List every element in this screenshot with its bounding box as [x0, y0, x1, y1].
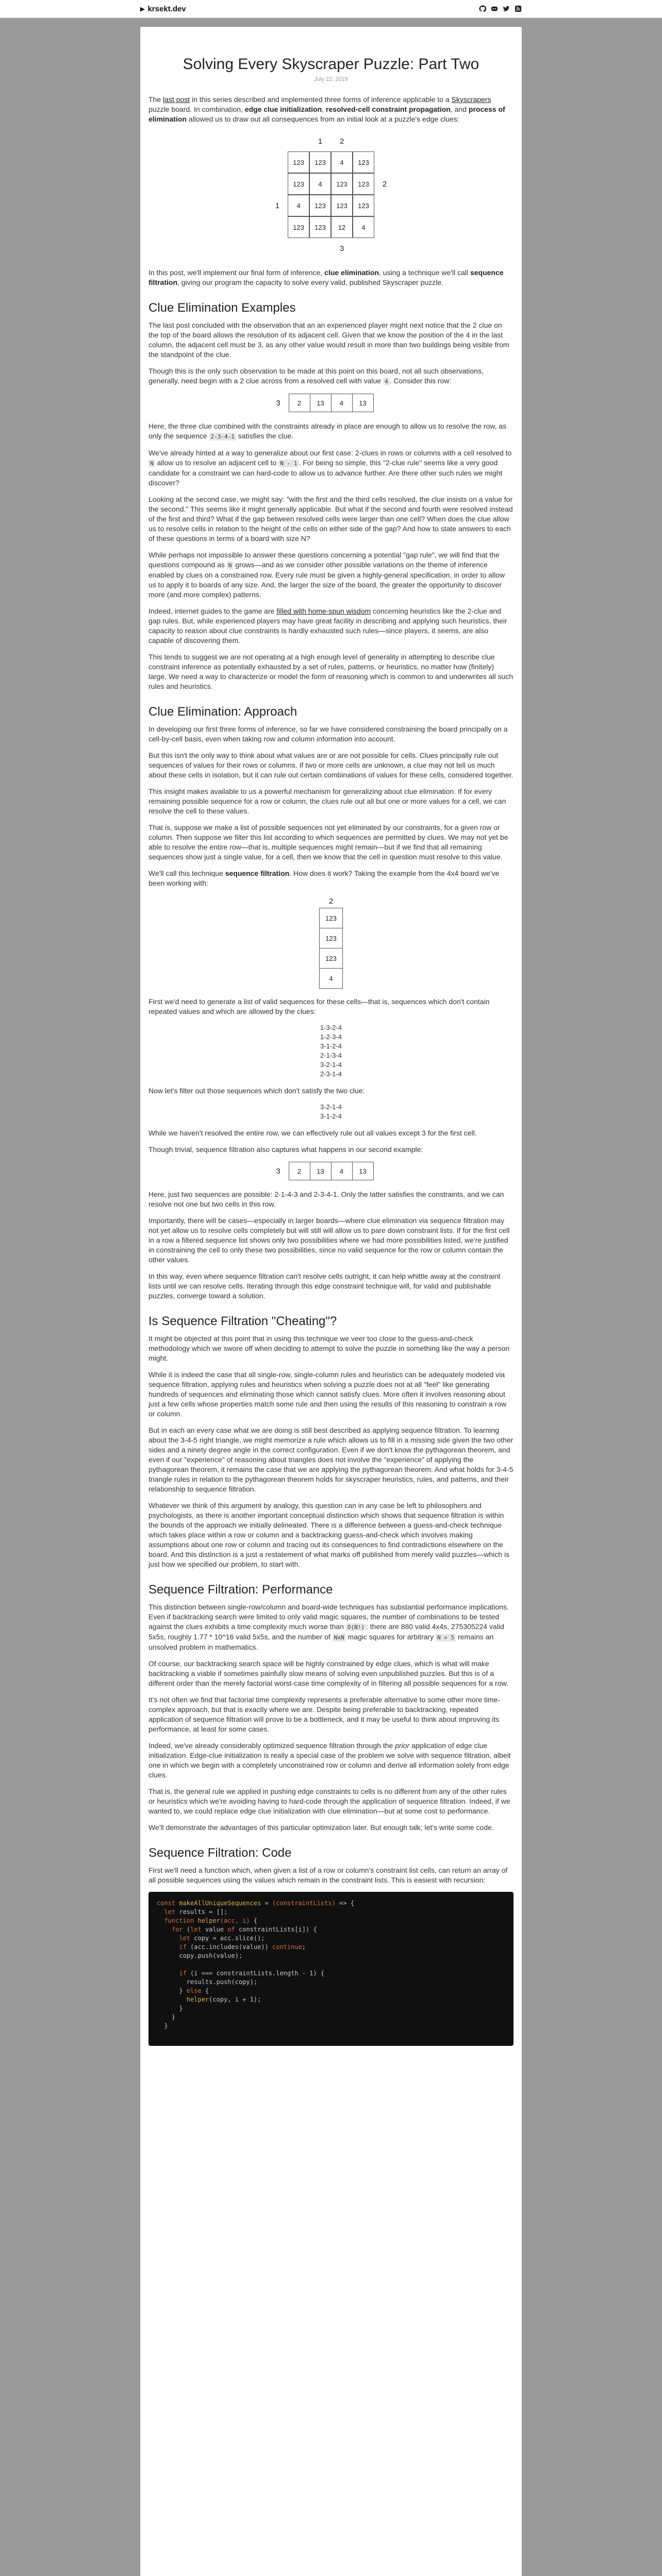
- row-puzzle-example-2: [148, 1162, 514, 1180]
- sequence-item: 3-1-2-4: [320, 1042, 342, 1050]
- board-cell: 123: [353, 151, 374, 173]
- brand-arrow-icon: ▶: [140, 6, 145, 12]
- cheating-paragraph-3: But in each an every case what we are doing is still best described as applying sequence filtration. To learning about the 3-4-5 right triangle, we might memorize a rule which allows us to fill in a missing side given the two other sides and a ninety degree angle in the correct configuration. Even if we don't know the pythagorean theorem, and even if our "experience" of reasoning about triangles does not involve the "experience" of applying the pythagorean theorem, it remains the case that we are applying the pythagorean theorem. And what holds for 3-4-5 triangle rules in relation to the pythagorean theorem holds for skyscraper heuristics, rules, and patterns, and their relationship to sequence filtration.: [148, 1426, 514, 1493]
- board-cell: 123: [353, 195, 374, 216]
- approach-paragraph-4: That is, suppose we make a list of possible sequences not yet eliminated by our constraints, for a given row or column. Then suppose we filter this list according to which sequences are permitted by clues. We may not yet be able to resolve the entire row—that is, multiple sequences might remain—but if we find that all remaining sequences show just a single value, for a cell, then we know that the cell in question must resolve to this value.: [148, 823, 508, 861]
- approach-paragraph-8: While we haven't resolved the entire row, we can effectively rule out all values except 3 for the first cell.: [148, 1129, 477, 1137]
- code-block[interactable]: [148, 1892, 514, 2046]
- row-cell: 13: [310, 1162, 332, 1180]
- heading-code: Sequence Filtration: Code: [148, 1846, 292, 1860]
- column-cell: 123: [319, 948, 343, 969]
- bottom-clue: [309, 238, 331, 259]
- board-cell: 4: [288, 195, 309, 216]
- site-name: krsekt.dev: [147, 4, 186, 13]
- board-cell: 123: [309, 151, 331, 173]
- approach-paragraph-9: Though trivial, sequence filtration also captures what happens in our second example:: [148, 1145, 423, 1154]
- clue-elim-paragraph-6: While perhaps not impossible to answer these questions concerning a potential "gap rule", we will find that the questions compound as N grows—and as we consider other possible variations on the theme of inference enabled by clues on a constrained row. Every rule must be given a highly-general specification, in order to allow us to apply it to boards of any size. And, the larger the size of the board, the greater the opportunity to discover more (and more complex) patterns.: [148, 551, 505, 599]
- approach-paragraph-3: This insight makes available to us a powerful mechanism for generalizing about clue elimination. If for every remaining possible sequence for a row or column, the clues rule out all but one or more values for a cell, we can resolve the cell to these values.: [148, 787, 506, 815]
- code-line: }: [157, 2005, 183, 2012]
- clue-elim-paragraph-5: Looking at the second case, we might say: "with the first and the third cells resolved, the clue insists on a value for the second." This seems like it might generally applicable. But what if the second and fourth were resolved instead of the first and third? What if the gap between resolved cells were larger than one cell? When does the clue allow us to resolve cells in relation to the height of the cells on either side of the gap? And how to state answers to each of these questions in terms of a board with size N?: [148, 495, 513, 543]
- board-cell: 123: [288, 173, 309, 195]
- perf-paragraph-4: Indeed, we've already considerably optimized sequence filtration through the prior application of edge clue initialization. Edge-clue initialization is really a special case of the problem we solve with sequence filtration, albeit one in which we begin with a completely unconstrained row or column and derive all information solely from edge clues.: [148, 1741, 511, 1779]
- sequence-item: 2-1-3-4: [320, 1052, 342, 1059]
- bottom-clue: [288, 238, 309, 259]
- row-cell: 4: [331, 394, 353, 412]
- row-left-clue: 3: [276, 1166, 280, 1176]
- code-line: helper(copy, i + 1);: [186, 1996, 261, 2003]
- sequence-item: 3-2-1-4: [320, 1103, 342, 1111]
- sequence-list-all: [148, 1023, 514, 1079]
- left-clue: [267, 173, 288, 195]
- code-line: let results = [];: [164, 1908, 228, 1916]
- top-clue: [353, 131, 374, 151]
- column-puzzle-example: [148, 895, 514, 989]
- sequence-list-filtered: [148, 1103, 514, 1121]
- perf-paragraph-5: That is, the general rule we applied in pushing edge constraints to cells is no different from any of the other rules or heuristics which we're avoiding having to hard-code through the application of sequence filtration. Indeed, if we wanted to, we could replace edge clue initialization with clue elimination—but at some cost to performance.: [148, 1787, 510, 1815]
- board-cell: 123: [288, 216, 309, 238]
- row-cell: 13: [310, 394, 332, 412]
- board-cell: 123: [353, 173, 374, 195]
- board-cell: 12: [331, 216, 353, 238]
- intro-paragraph-2: In this post, we'll implement our final form of inference, clue elimination, using a technique we'll call sequence filtration, giving our program the capacity to solve every valid, published Skyscraper puzzle.: [148, 268, 504, 286]
- code-line: function helper(acc, i) {: [164, 1917, 258, 1924]
- code-line: } else {: [157, 1987, 209, 1994]
- puzzle-board-4x4: [148, 131, 514, 259]
- right-clue: [374, 216, 395, 238]
- top-clue: [288, 131, 309, 151]
- home-spun-wisdom-link[interactable]: filled with home-spun wisdom: [276, 607, 371, 615]
- left-clue: [267, 151, 288, 173]
- approach-paragraph-5: We'll call this technique sequence filtration. How does it work? Taking the example from the 4x4 board we've been working with:: [148, 869, 500, 887]
- github-icon[interactable]: [479, 5, 486, 12]
- sequence-item: 2-3-1-4: [320, 1070, 342, 1078]
- intro-paragraph-1: The last post in this series described and implemented three forms of inference applicable to a Skyscrapers puzzle board. In combination, edge clue initialization, resolved-cell constraint propagation, and process of elimination allowed us to draw out all consequences from an initial look at a puzzle's edge clues:: [148, 95, 505, 123]
- approach-paragraph-1: In developing our first three forms of inference, so far we have considered constraining the board principally on a cell-by-cell basis, even when taking row and column information into account.: [148, 725, 508, 743]
- left-clue: 1: [275, 201, 280, 210]
- column-cell: 123: [319, 908, 343, 928]
- code-line: [157, 1960, 505, 1969]
- column-cell: 123: [319, 928, 343, 948]
- right-clue: 2: [382, 179, 387, 189]
- code-line: results.push(copy);: [157, 1978, 258, 1986]
- code-line: }: [157, 2013, 176, 2021]
- board-cell: 4: [353, 216, 374, 238]
- heading-performance: Sequence Filtration: Performance: [148, 1583, 333, 1597]
- clue-elim-paragraph-7: Indeed, internet guides to the game are filled with home-spun wisdom concerning heuristics like the 2-clue and gap rules. But, while experienced players may have great facility in describing and applying such heuristics, their capacity to reason about clue constraints is hardly exhausted such rules—since players, it seems, are also capable of discovering them.: [148, 607, 507, 645]
- cheating-paragraph-2: While it is indeed the case that all single-row, single-column rules and heuristics can be adequately modeled via sequence filtration, applying rules and heuristics when solving a puzzle does not at all "feel" like generating hundreds of sequences and eliminating those which cannot satisfy clues. More often it involves reasoning about just a few cells whose properties match some rule and then using the results of this reasoning to constrain a row or column.: [148, 1370, 507, 1418]
- cheating-paragraph-4: Whatever we think of this argument by analogy, this question can in any case be left to philosophers and psychologists, as there is another important conceptual distinction which shows that sequence filtration is within the bounds of the approach we initially delineated. There is a difference between a guess-and-check technique which takes place within a row or column and a backtracking guess-and-check which involves making assumptions about one row or column and tracing out its consequences to find contradictions elsewhere on the board. And this distinction is a just a restatement of what marks off published from merely valid puzzles—which is just how we specified our problem, to start with.: [148, 1501, 510, 1568]
- approach-paragraph-11: Importantly, there will be cases—especially in larger boards—where clue elimination via sequence filtration may not yet allow us to resolve cells completely but will still will allow us to pare down constraint lists. If for the first cell in a row a filtered sequence list shows only two possibilities where we had more possibilities listed, we're justified in constraining the cell to only these two possibilities, since no valid sequence for the row or column contain the other values.: [148, 1216, 510, 1264]
- perf-paragraph-1: This distinction between single-row/column and board-wide techniques has substantial performance implications. Even if backtracking search were limited to only valid magic squares, the number of combinations to be tested against the clues exhibits a time complexity much worse than O(N!) : there are 880 valid 4x4s, 275305224 valid 5x5s, roughly 1.77 * 10^16 valid 5x5s, and the number of NxN magic squares for arbitrary N > 5 remains an unsolved problem in mathematics.: [148, 1603, 509, 1651]
- right-clue: [374, 151, 395, 173]
- row-cell: 13: [352, 1162, 374, 1180]
- code-line: for (let value of constraintLists[i]) {: [171, 1926, 317, 1933]
- top-navigation-bar: [0, 0, 662, 18]
- board-cell: 123: [288, 151, 309, 173]
- inline-link[interactable]: last post: [163, 95, 190, 104]
- board-cell: 4: [309, 173, 331, 195]
- social-links: [479, 5, 522, 12]
- heading-cheating: Is Sequence Filtration "Cheating"?: [148, 1314, 337, 1328]
- rss-icon[interactable]: [515, 5, 522, 12]
- approach-paragraph-12: In this way, even where sequence filtration can't resolve cells outright, it can help whittle away at the constraint lists until we can resolve cells. Iterating through this edge constraint technique will, for valid and publishable puzzles, converge toward a solution.: [148, 1272, 501, 1300]
- post-title: Solving Every Skyscraper Puzzle: Part Two: [183, 56, 479, 73]
- board-cell: 123: [331, 173, 353, 195]
- top-clue: 1: [318, 137, 323, 146]
- approach-paragraph-2: But this isn't the only way to think about what values are or are not possible for cells. Clues principally rule out sequences of values for their rows or columns. If two or more cells are unknown, a clue may not tell us much about these cells in isolation, but it can rule out certain combinations of values for these cells, considered together.: [148, 751, 514, 779]
- sequence-item: 1-2-3-4: [320, 1033, 342, 1041]
- column-top-clue: 2: [328, 897, 334, 906]
- sequence-item: 3-2-1-4: [320, 1061, 342, 1069]
- cheating-paragraph-1: It might be objected at this point that in using this technique we veer too close to the guess-and-check methodology which we swore off when deciding to attempt to solve the puzzle in something like the way a person might.: [148, 1334, 510, 1362]
- heading-clue-elimination-examples: Clue Elimination Examples: [148, 301, 296, 315]
- row-puzzle-example: [148, 394, 514, 412]
- perf-paragraph-3: It's not often we find that factorial time complexity represents a preferable alternative to some other more time-complex approach, but that is exactly where we are. Despite being preferable to backtracking, repeated application of sequence filtration will prove to be a bottleneck, and it may be useful to think about improving its performance, at least for some cases.: [148, 1696, 500, 1733]
- row-cell: 4: [331, 1162, 353, 1180]
- code-line: if (i === constraintLists.length - 1) {: [179, 1970, 325, 1977]
- article-page: [140, 27, 522, 2576]
- bottom-clue: [353, 238, 374, 259]
- column-cell: 4: [319, 968, 343, 989]
- row-cell: 13: [352, 394, 374, 412]
- discord-icon[interactable]: [491, 5, 498, 12]
- clue-elim-paragraph-1: The last post concluded with the observation that an an experienced player might next notice that the 2 clue on the top of the board allows the resolution of its adjacent cell. Given that we know the position of the 4 in the last column, the adjacent cell must be 3, as any other value would result in more than two buildings being visible from the standpoint of the clue.: [148, 321, 509, 359]
- clue-elim-paragraph-2: Though this is the only such observation to be made at this point on this board, not all such observations, generally, need begin with a 2 clue across from a resolved cell with value 4 . Consider this row:: [148, 367, 484, 385]
- left-clue: [267, 216, 288, 238]
- board-cell: 4: [331, 151, 353, 173]
- sequence-item: 1-3-2-4: [320, 1024, 342, 1031]
- code-line: let copy = acc.slice();: [179, 1935, 265, 1942]
- clue-elim-paragraph-4: We've already hinted at a way to generalize about our first case: 2-clues in rows or columns with a cell resolved to N allow us to resolve an adjacent cell to N - 1 . For being so simple, this "2-clue rule" seems like a very good candidate for a constraint we can hard-code to allow us to advance further. Are there other such rules we might discover?: [148, 449, 512, 487]
- board-cell: 123: [331, 195, 353, 216]
- row-left-clue: 3: [276, 398, 280, 408]
- top-clue: 2: [339, 137, 344, 146]
- row-cell: 2: [289, 394, 310, 412]
- code-line: if (acc.includes(value)) continue;: [179, 1943, 306, 1951]
- row-cell: 2: [289, 1162, 310, 1180]
- sequence-item: 3-1-2-4: [320, 1112, 342, 1120]
- code-paragraph-1: First we'll need a function which, when given a list of a row or column's constraint list cells, can return an array of all possible sequences using the values which remain in the constraint lists. This is easiest with recursion:: [148, 1866, 508, 1884]
- board-cell: 123: [309, 195, 331, 216]
- inline-link[interactable]: Skyscrapers: [451, 95, 491, 104]
- post-date: July 22, 2019: [314, 76, 348, 82]
- heading-approach: Clue Elimination: Approach: [148, 705, 297, 719]
- right-clue: [374, 195, 395, 216]
- approach-paragraph-7: Now let's filter out those sequences which don't satisfy the two clue:: [148, 1087, 365, 1095]
- clue-elim-paragraph-8: This tends to suggest we are not operating at a high enough level of generality in attempting to describe clue constraint inference as potentially exhausted by a set of rules, patterns, or heuristics, no matter how (finitely) large. We need a way to characterize or model the form of reasoning which is common to and underwrites all such rules and heuristics.: [148, 653, 514, 690]
- approach-paragraph-10: Here, just two sequences are possible: 2-1-4-3 and 2-3-4-1. Only the latter satisfies the constraints, and we can resolve not one but two cells in this row.: [148, 1190, 504, 1208]
- bottom-clue: 3: [339, 244, 344, 253]
- code-line: }: [157, 2022, 168, 2029]
- clue-elim-paragraph-3: Here, the three clue combined with the constraints already in place are enough to allow us to resolve the row, as only the sequence 2-3-4-1 satisfies the clue.: [148, 422, 507, 440]
- perf-paragraph-6: We'll demonstrate the advantages of this particular optimization later. But enough talk; let's write some code.: [148, 1823, 494, 1832]
- code-line: copy.push(value);: [157, 1952, 243, 1959]
- board-cell: 123: [309, 216, 331, 238]
- approach-paragraph-6: First we'd need to generate a list of valid sequences for these cells—that is, sequences which don't contain repeated values and which are allowed by the clues:: [148, 997, 490, 1015]
- code-line: const makeAllUniqueSequences = (constraintLists) => {: [157, 1900, 354, 1907]
- perf-paragraph-2: Of course, our backtracking search space will be highly constrained by edge clues, which is what will make backtracking a viable if sometimes painfully slow means of solving even unpublished puzzles. But this is of a different order than the merely factorial worst-case time complexity of in filtering all possible sequences for a row.: [148, 1659, 508, 1687]
- twitter-icon[interactable]: [503, 5, 510, 12]
- site-brand[interactable]: [140, 5, 186, 13]
